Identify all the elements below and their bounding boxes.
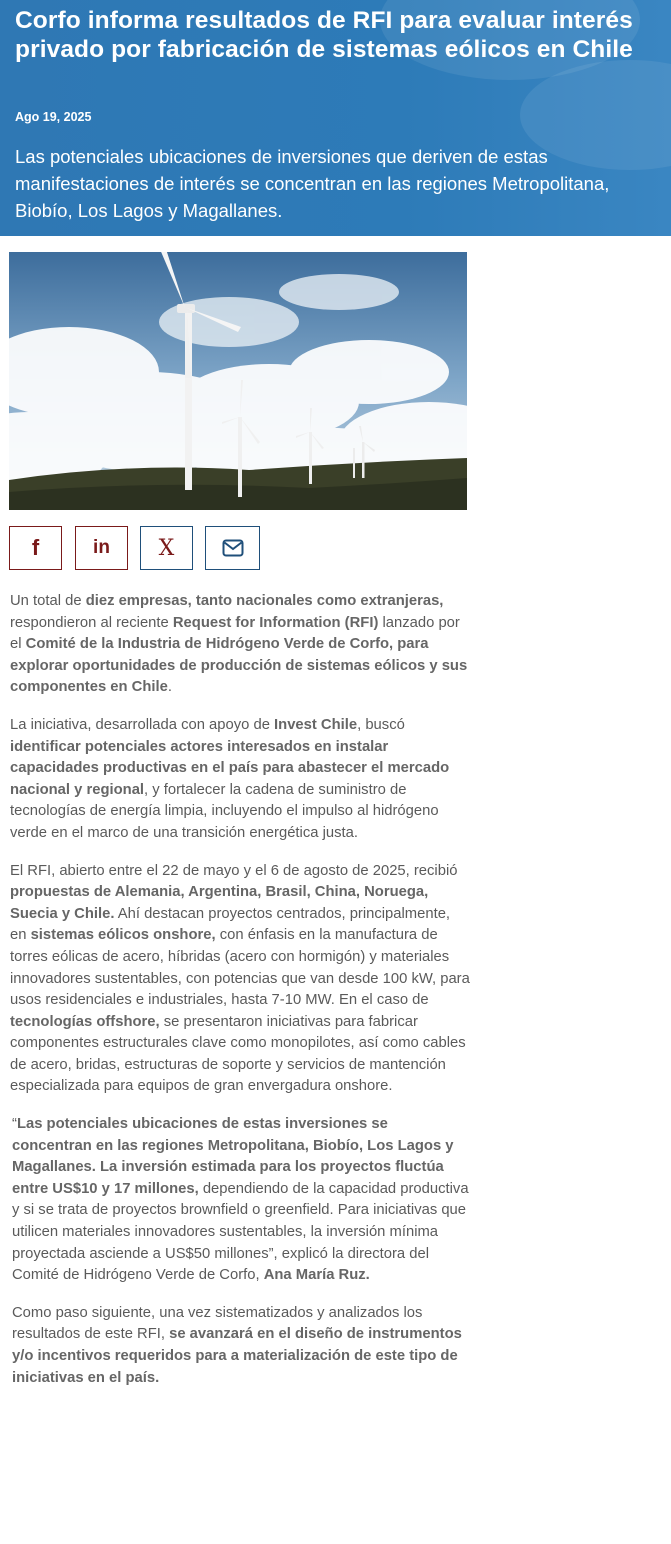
bold-text: Comité de la Industria de Hidrógeno Verde de Corfo, para explorar oportunidades de producción de sistemas eólicos y sus componentes en Chile	[10, 636, 468, 696]
text-run: “	[12, 1116, 17, 1133]
article-body	[10, 591, 470, 1405]
text-run: , y fortalecer la cadena de suministro de tecnologías de energía limpia, incluyendo el impulso al hidrógeno verde en el marco de una transición energética justa.	[10, 781, 439, 841]
article-title: Corfo informa resultados de RFI para evaluar interés privado por fabricación de sistemas eólicos en Chile	[15, 7, 633, 63]
text-run: respondieron al reciente	[10, 614, 173, 631]
text-run: El RFI, abierto entre el 22 de mayo y el 6 de agosto de 2025, recibió	[10, 862, 458, 879]
x-icon: X	[158, 535, 175, 561]
quote-paragraph	[12, 1303, 470, 1389]
bold-text: propuestas de Alemania, Argentina, Brasil, China, Noruega, Suecia y Chile.	[10, 884, 429, 922]
text-run: .	[167, 679, 172, 696]
bold-text: se avanzará en el diseño de instrumentos y/o incentivos requeridos para a materialización de este tipo de iniciativas en el país.	[12, 1326, 462, 1386]
facebook-icon: f	[31, 535, 40, 560]
bold-text: diez empresas, tanto nacionales como extranjeras,	[85, 593, 444, 609]
bold-text: Ana María Ruz.	[263, 1267, 370, 1284]
bold-text: sistemas eólicos onshore,	[30, 927, 216, 944]
bold-text: Request for Information (RFI)	[172, 614, 379, 631]
article-paragraph	[10, 715, 470, 845]
linkedin-icon: in	[93, 537, 110, 558]
quote-paragraph	[12, 1114, 470, 1287]
article-date: Ago 19, 2025	[15, 110, 92, 124]
text-run: , buscó	[357, 716, 405, 733]
text-run: lanzado por el	[10, 614, 460, 653]
bold-text: Invest Chile	[274, 716, 358, 733]
text-run: con énfasis en la manufactura de torres eólicas de acero, híbridas (acero con hormigón) y materiales innovadores sustentables, con potencias que van desde 100 kW, para usos residenciales e industriales, hasta 7-10 MW. En el caso de	[10, 927, 470, 1009]
share-x-button[interactable]	[140, 526, 193, 570]
text-run: Ahí destacan proyectos centrados, principalmente, en	[10, 905, 451, 944]
envelope-icon	[222, 539, 244, 557]
share-facebook-button[interactable]	[9, 526, 62, 570]
bold-text: identificar potenciales actores interesados en instalar capacidades productivas en el país para abastecer el mercado nacional y regional	[10, 738, 450, 798]
bold-text: Las potenciales ubicaciones de estas inversiones se concentran en las regiones Metropolitana, Biobío, Los Lagos y Magallanes. La inversión estimada para los proyectos fluctúa entre US$10 y 17 millones,	[12, 1116, 454, 1197]
share-email-button[interactable]	[205, 526, 260, 570]
article-paragraph	[10, 591, 470, 699]
text-run: La iniciativa, desarrollada con apoyo de	[10, 716, 275, 733]
wind-turbines-photo	[9, 252, 467, 510]
text-run: Un total de	[10, 593, 86, 609]
text-run: dependiendo de la capacidad productiva y si se trata de proyectos brownfield o greenfield. Para iniciativas que utilicen materiales innovadores sustentables, la inversión mínima proyectada asciende a US$50 millones”, explicó la directora del Comité de Hidrógeno Verde de Corfo,	[12, 1180, 469, 1284]
share-linkedin-button[interactable]	[75, 526, 128, 570]
bold-text: tecnologías offshore,	[10, 1013, 160, 1030]
text-run: Como paso siguiente, una vez sistematizados y analizados los resultados de este RFI,	[12, 1304, 423, 1343]
text-run: se presentaron iniciativas para fabricar componentes estructurales clave como monopilotes, así como cables de acero, bridas, estructuras de soporte y servicios de mantención especializada para equipos de gran envergadura onshore.	[10, 1013, 466, 1095]
article-header	[0, 0, 671, 236]
article-lead: Las potenciales ubicaciones de inversiones que deriven de estas manifestaciones de interés se concentran en las regiones Metropolitana, Biobío, Los Lagos y Magallanes.	[15, 146, 610, 221]
article-paragraph	[10, 861, 470, 1099]
